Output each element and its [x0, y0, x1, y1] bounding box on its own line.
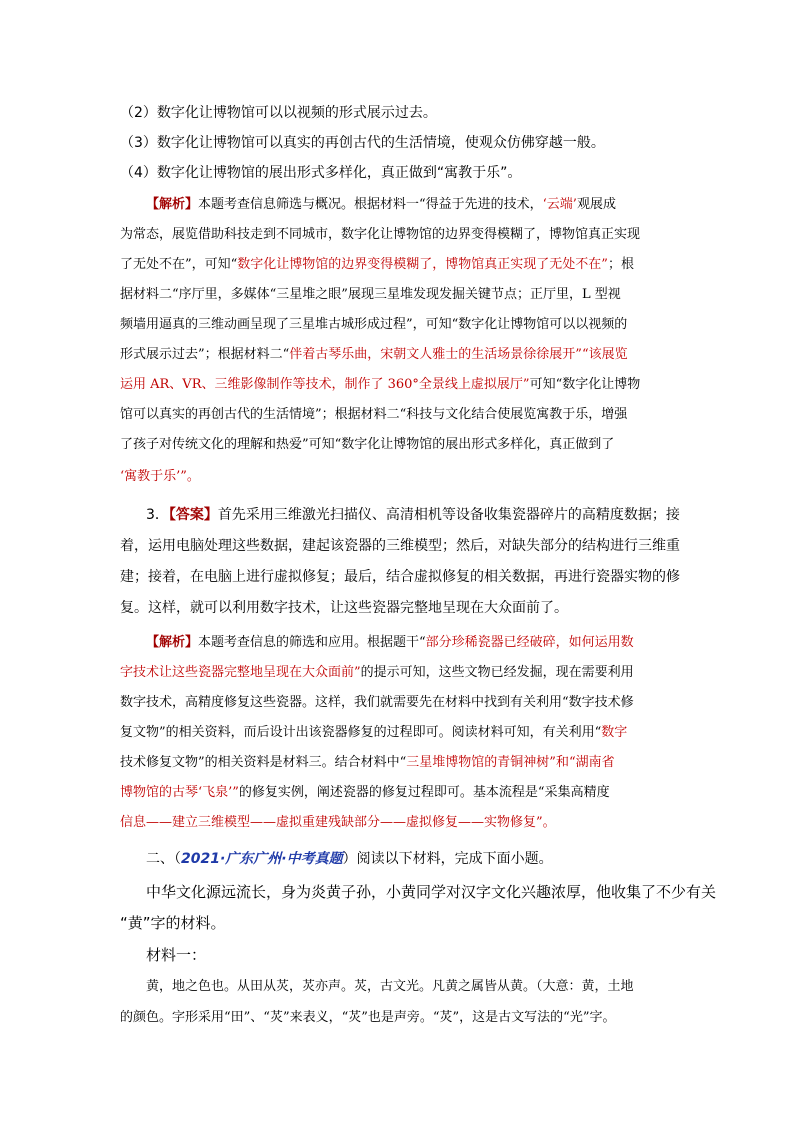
analysis-text: 数字化让博物馆的展出形式多样化，真正做到了: [341, 437, 615, 452]
analysis-tag: 【解析】: [146, 197, 199, 212]
answer-line: [146, 505, 680, 525]
analysis-line: [146, 195, 616, 215]
analysis-text: 观展成: [576, 197, 616, 212]
answer-line: 复。这样，就可以利用数字技术，让这些瓷器完整地呈现在大众面前了。: [120, 600, 568, 616]
intro-line: 中华文化源远流长，身为炎黄子孙，小黄同学对汉字文化兴趣浓厚，他收集了不少有关: [146, 883, 717, 901]
analysis-line: 数字技术，高精度修复这些瓷器。这样，我们就需要先在材料中找到有关利用“数字技术修: [120, 695, 634, 710]
analysis-line: [120, 405, 627, 425]
analysis-line: [120, 723, 627, 743]
analysis-highlight: 运用 AR、VR、三维影像制作等技术，制作了 360°全景线上虚拟展厅”: [120, 377, 530, 392]
material-text: 黄，地之色也。从田从炗，炗亦声。炗，古文光。凡黄之属皆从黄。（大意：黄，土地: [146, 979, 634, 994]
analysis-text: 的提示可知，这些文物已经发掘，现在需要利用: [360, 665, 634, 680]
intro-line: “黄”字的材料。: [120, 914, 226, 932]
analysis-text: 了孩子对传统文化的理解和热爱”可知“: [120, 437, 342, 452]
analysis-highlight: 博物馆的古琴‘飞泉’”: [120, 785, 239, 800]
analysis-text: ；根据材料二“科技与文化结合使展览寓教于乐，增强: [321, 407, 628, 422]
analysis-text: 技术修复文物”的相关资料是材料三。结合材料中“: [120, 755, 407, 770]
analysis-highlight: 部分珍稀瓷器已经破碎，如何运用数: [425, 635, 634, 650]
analysis-line: [120, 753, 615, 773]
analysis-text: 本题考查信息筛选与概况。根据材料一“得益于先进的技术，: [198, 197, 543, 212]
analysis-line: 为常态，展览借助科技走到不同城市，数字化让博物馆的边界变得模糊了，博物馆真正实现: [120, 227, 641, 242]
material-label: 材料一：: [146, 946, 207, 964]
analysis-text: 了无处不在”，可知“: [120, 257, 238, 272]
analysis-highlight: 数字化让博物馆的边界变得模糊了，博物馆真正实现了无处不在”: [237, 257, 608, 272]
answer-line: 建；接着，在电脑上进行虚拟修复；最后，结合虚拟修复的相关数据，再进行瓷器实物的修: [120, 569, 680, 585]
answer-item-4: （4）数字化让博物馆的展出形式多样化，真正做到“寓教于乐”。: [120, 165, 522, 181]
answer-text: 首先采用三维激光扫描仪、高清相机等设备收集瓷器碎片的高精度数据；接: [217, 507, 680, 523]
analysis-text: ；根: [607, 257, 634, 272]
analysis-line: [146, 633, 634, 653]
analysis-line: 信息——建立三维模型——虚拟重建残缺部分——虚拟修复——实物修复”。: [120, 815, 556, 830]
analysis-line: [120, 375, 640, 395]
analysis-highlight: 三星堆博物馆的青铜神树”和“湖南省: [406, 755, 615, 770]
section-prefix: 二、（: [146, 851, 181, 867]
analysis-line: ‘寓教于乐’”。: [120, 469, 200, 484]
exam-source: 2021·广东广州·中考真题: [181, 851, 343, 867]
analysis-text: 的修复实例，阐述瓷器的修复过程即可。基本流程是“采集高精度: [238, 785, 610, 800]
analysis-text: 形式展示过去”；根据材料二“: [120, 347, 290, 362]
analysis-highlight: 伴着古琴乐曲，宋朝文人雅士的生活场景徐徐展开”“该展览: [289, 347, 628, 362]
answer-item-3: （3）数字化让博物馆可以真实的再创古代的生活情境，使观众仿佛穿越一般。: [120, 135, 605, 151]
analysis-text: 复文物”的相关资料，而后设计出该瓷器修复的过程即可。阅读材料可知，有关利用“: [120, 725, 602, 740]
answer-item-2: （2）数字化让博物馆可以以视频的形式展示过去。: [120, 105, 437, 121]
analysis-highlight: 字技术让这些瓷器完整地呈现在大众面前”: [120, 665, 361, 680]
section-heading: [146, 849, 553, 869]
analysis-highlight: 数字: [601, 725, 628, 740]
analysis-tag: 【解析】: [146, 635, 199, 650]
analysis-highlight: ‘云端’: [542, 197, 577, 212]
analysis-text: 可知“数字化让博物: [529, 377, 641, 392]
analysis-text: 馆可以真实的再创古代的生活情境”: [120, 407, 322, 422]
section-instruction: ）阅读以下材料，完成下面小题。: [342, 851, 553, 867]
question-number: 3．: [146, 507, 169, 523]
analysis-line: [120, 255, 634, 275]
analysis-line: 频墙用逼真的三维动画呈现了三星堆古城形成过程”，可知“数字化让博物馆可以以视频的: [120, 317, 628, 332]
analysis-line: [120, 783, 610, 803]
answer-tag: 【答案】: [168, 507, 218, 523]
analysis-line: [120, 435, 614, 455]
analysis-line: 据材料二“序厅里，多媒体“三星堆之眼”展现三星堆发现发掘关键节点；正厅里，L 型视: [120, 287, 621, 302]
analysis-line: [120, 345, 628, 365]
material-text: 的颜色。字形采用“田”、“炗”来表义，“炗”也是声旁。“炗”，这是古文写法的“光”字。: [120, 1010, 616, 1025]
analysis-line: [120, 663, 634, 683]
analysis-text: 本题考查信息的筛选和应用。根据题干“: [198, 635, 426, 650]
answer-line: 着，运用电脑处理这些数据，建起该瓷器的三维模型；然后，对缺失部分的结构进行三维重: [120, 538, 680, 554]
